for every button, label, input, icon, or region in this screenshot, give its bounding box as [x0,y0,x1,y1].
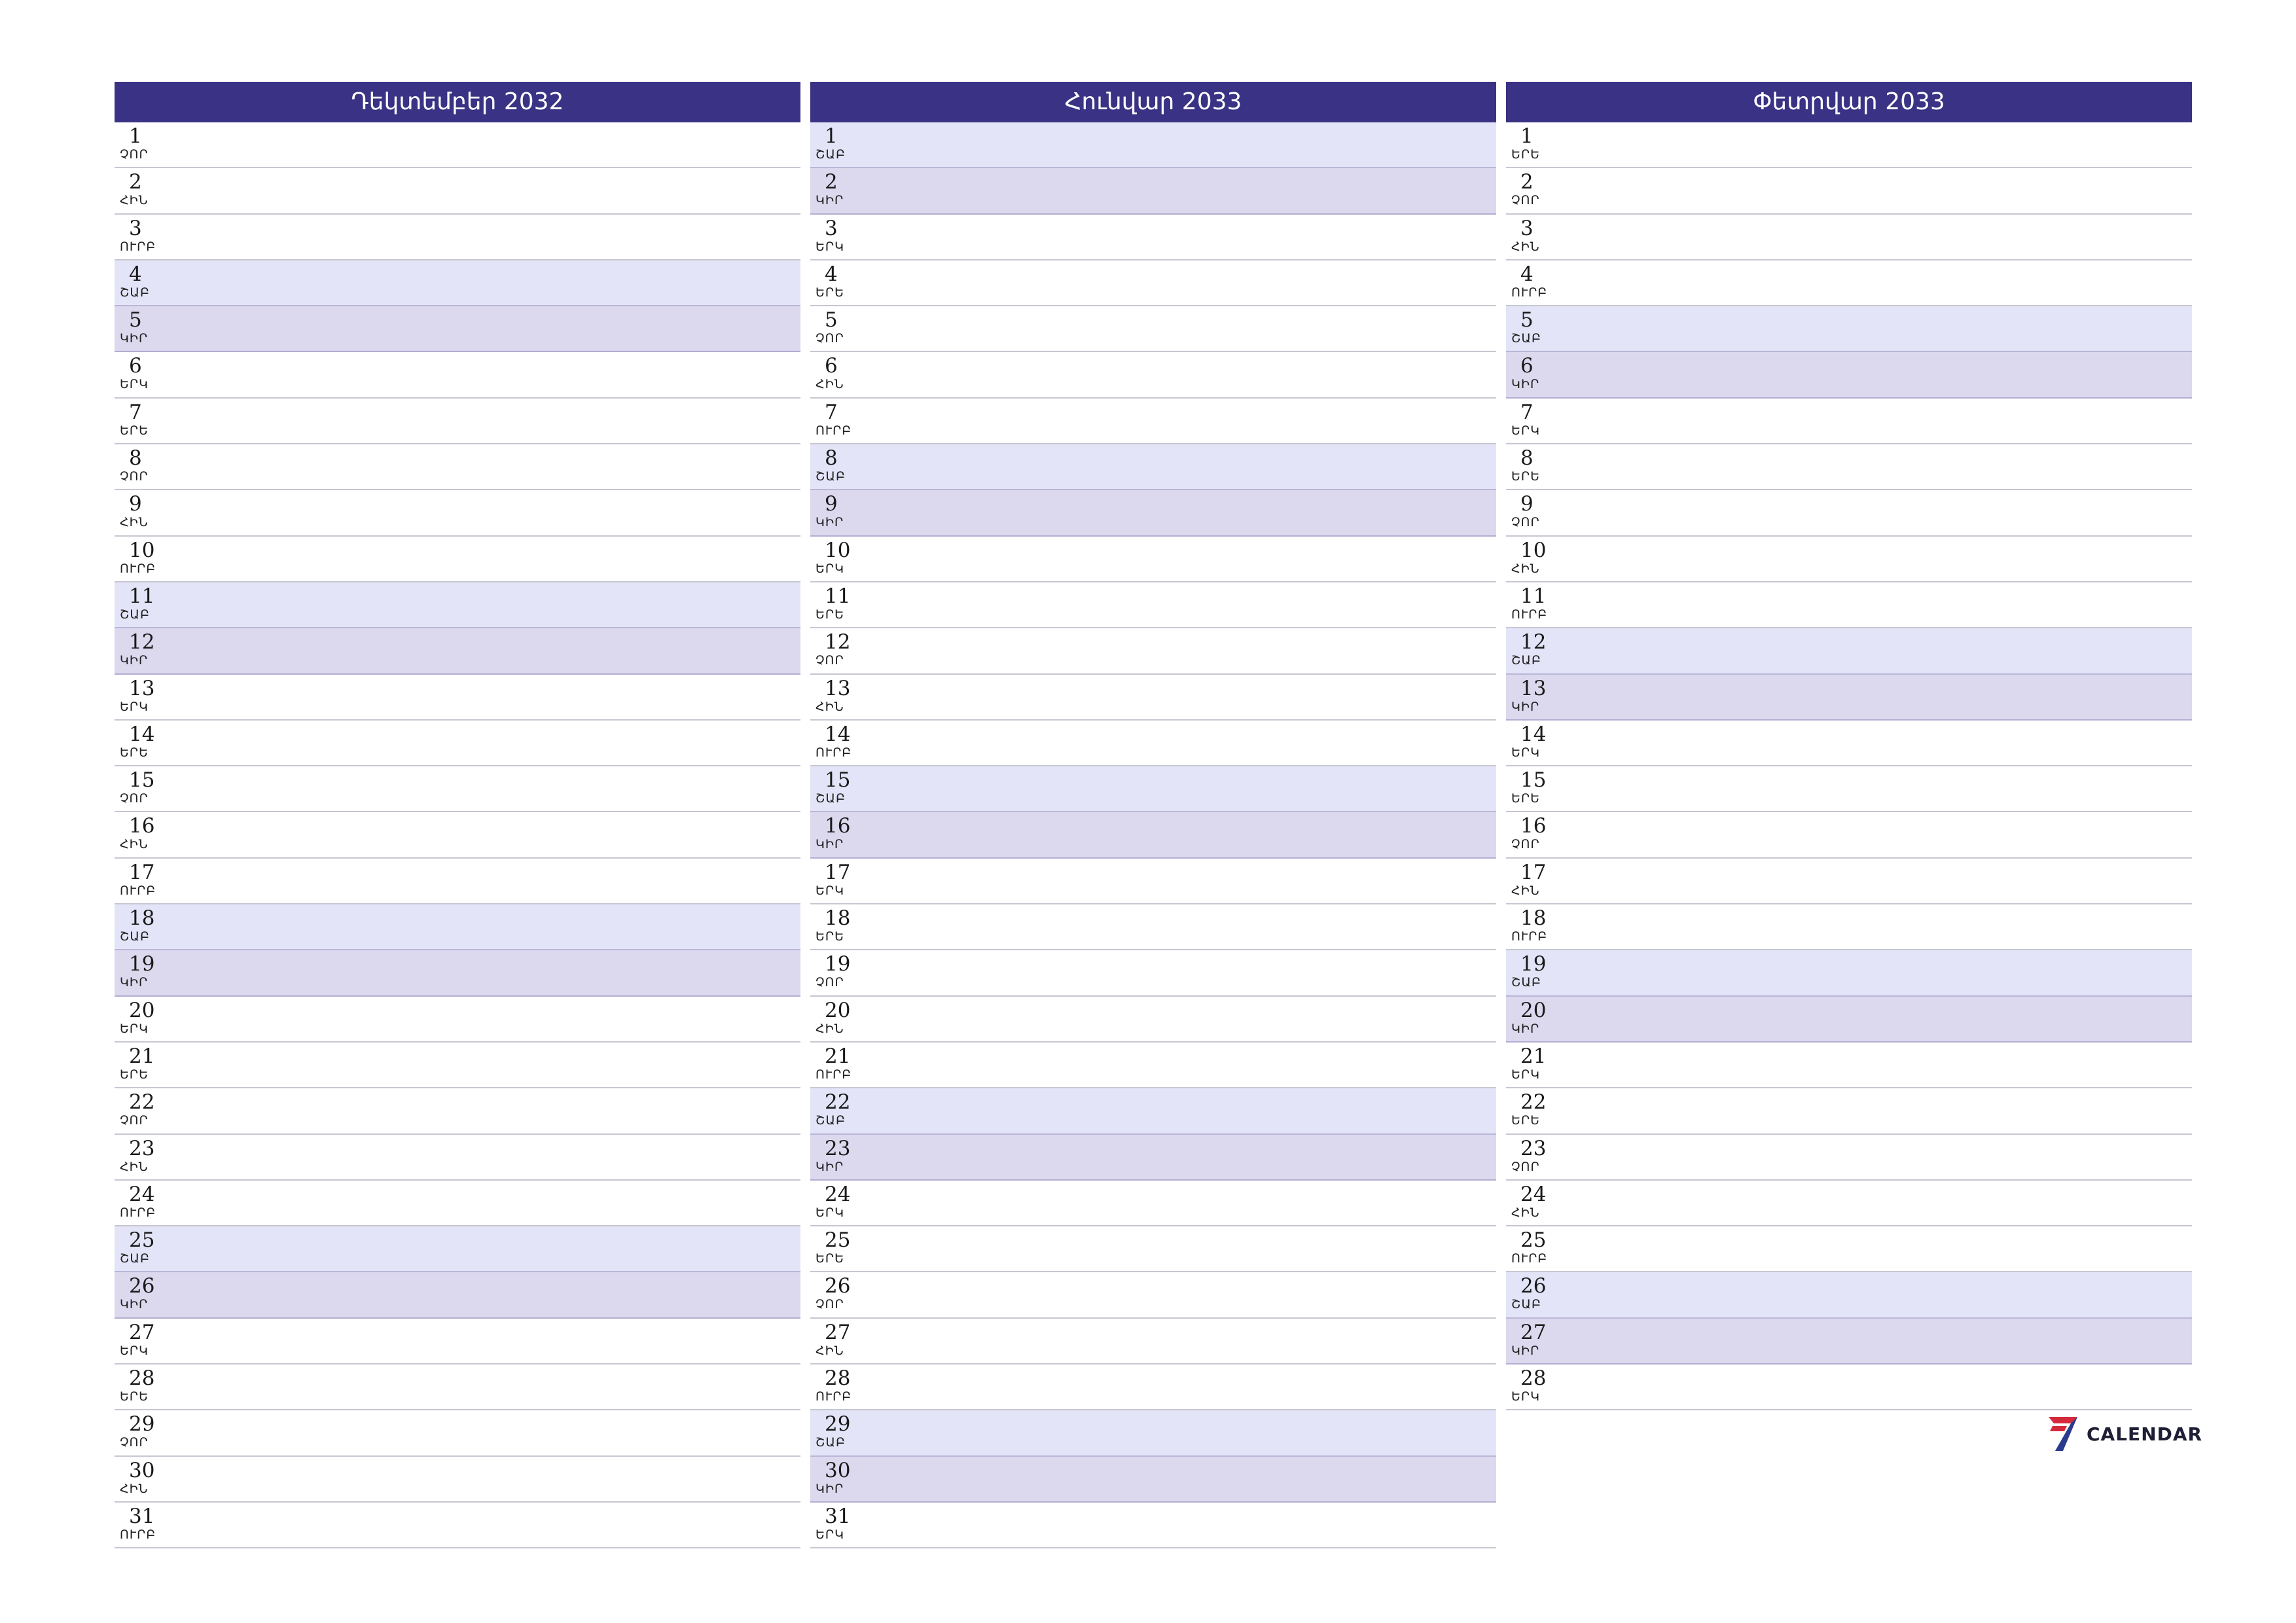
weekday-label: ՇԱԲ [816,1435,846,1450]
weekday-label: ԵՐԿ [120,1021,149,1036]
weekday-label: ԵՐԵ [120,1067,149,1082]
weekday-label: ՉՈՐ [120,1435,149,1450]
day-number: 15 [1520,768,1547,793]
day-row [1506,1043,2192,1088]
day-row [115,122,800,168]
weekday-label: ՇԱԲ [1511,975,1541,990]
day-row [115,306,800,352]
day-row [115,260,800,306]
day-number: 10 [1520,538,1547,562]
day-row [115,950,800,996]
day-row [810,352,1496,398]
day-number: 28 [825,1366,851,1391]
day-row [810,1043,1496,1088]
weekday-label: ԵՐԵ [120,1389,149,1404]
day-number: 20 [1520,998,1547,1022]
day-row [810,766,1496,812]
weekday-label: ՀԻՆ [120,193,149,208]
weekday-label: ԿԻՐ [1511,699,1540,714]
day-number: 10 [825,538,851,562]
day-row [115,399,800,444]
day-row [1506,628,2192,674]
day-number: 26 [825,1274,851,1298]
day-number: 7 [129,400,142,424]
day-row [115,1364,800,1410]
weekday-label: ԵՐԵ [816,1251,844,1266]
weekday-label: ԿԻՐ [1511,1021,1540,1036]
day-row [1506,215,2192,260]
day-number: 9 [129,492,142,516]
weekday-label: ԿԻՐ [816,515,844,530]
weekday-label: ՈՒՐԲ [120,239,156,254]
day-row [115,859,800,904]
day-number: 18 [1520,906,1547,931]
day-number: 12 [825,630,851,654]
day-number: 3 [825,216,838,240]
weekday-label: ՉՈՐ [816,1297,844,1312]
day-number: 25 [1520,1228,1547,1253]
weekday-label: ԵՐԿ [816,883,844,898]
day-number: 27 [825,1320,851,1344]
day-row [810,1226,1496,1272]
day-number: 3 [1520,216,1534,240]
day-row [115,1272,800,1318]
day-number: 2 [129,170,142,194]
day-row [1506,122,2192,168]
weekday-label: ՀԻՆ [816,1021,844,1036]
day-row [810,1272,1496,1318]
day-row [115,1457,800,1503]
logo-text: CALENDAR [2087,1423,2203,1445]
weekday-label: ՈՒՐԲ [816,1389,852,1404]
weekday-label: ՀԻՆ [816,377,844,392]
weekday-label: ՉՈՐ [120,147,149,162]
day-row [810,950,1496,996]
weekday-label: ՉՈՐ [1511,193,1540,208]
weekday-label: ԵՐԵ [1511,147,1540,162]
day-number: 12 [1520,630,1547,654]
brand-logo [2047,1414,2202,1454]
day-row [810,997,1496,1043]
weekday-label: ԵՐԵ [1511,1113,1540,1128]
day-row [810,1503,1496,1548]
day-number: 17 [1520,860,1547,884]
day-row [1506,766,2192,812]
weekday-label: ԵՐԵ [816,285,844,300]
day-number: 21 [129,1044,155,1068]
day-row [1506,1088,2192,1134]
weekday-label: ԵՐԵ [1511,469,1540,484]
day-number: 8 [825,446,838,471]
day-number: 26 [1520,1274,1547,1298]
day-row [810,122,1496,168]
day-row [1506,1135,2192,1181]
day-list [1506,122,2192,1410]
day-number: 13 [825,676,851,700]
weekday-label: ՇԱԲ [120,285,150,300]
day-row [1506,1319,2192,1364]
weekday-label: ՉՈՐ [816,653,844,668]
day-row [1506,859,2192,904]
day-number: 17 [825,860,851,884]
day-row [115,1226,800,1272]
day-number: 21 [825,1044,851,1068]
weekday-label: ՀԻՆ [120,1481,149,1496]
day-row [810,1088,1496,1134]
day-number: 23 [129,1136,155,1160]
day-number: 4 [129,262,142,286]
day-number: 31 [825,1504,851,1528]
day-row [810,582,1496,628]
day-row [1506,675,2192,721]
day-list [115,122,800,1548]
day-row [115,812,800,858]
weekday-label: ՈՒՐԲ [120,561,156,576]
day-number: 18 [129,906,155,931]
day-number: 28 [1520,1366,1547,1391]
weekday-label: ՇԱԲ [120,1251,150,1266]
weekday-label: ՀԻՆ [120,515,149,530]
weekday-label: ՈՒՐԲ [120,1527,156,1542]
day-list [810,122,1496,1548]
day-row [810,444,1496,490]
day-number: 22 [825,1090,851,1115]
day-row [810,1457,1496,1503]
weekday-label: ՇԱԲ [1511,1297,1541,1312]
day-number: 6 [825,354,838,378]
day-row [115,444,800,490]
day-row [115,1410,800,1456]
day-row [1506,490,2192,536]
day-row [810,490,1496,536]
day-number: 8 [1520,446,1534,471]
day-number: 14 [825,722,851,746]
day-row [1506,1181,2192,1226]
day-number: 25 [129,1228,155,1253]
day-number: 7 [1520,400,1534,424]
weekday-label: ԵՐԵ [816,929,844,944]
seven-logo-icon [2047,1414,2080,1454]
weekday-label: ԿԻՐ [816,1481,844,1496]
day-row [115,1043,800,1088]
weekday-label: ԵՐԿ [816,239,844,254]
day-row [1506,260,2192,306]
weekday-label: ՀԻՆ [120,1159,149,1174]
weekday-label: ԿԻՐ [816,1159,844,1174]
day-number: 5 [1520,308,1534,332]
weekday-label: ՉՈՐ [120,469,149,484]
month-december-2032 [115,82,800,1548]
day-number: 17 [129,860,155,884]
day-row [810,859,1496,904]
day-number: 25 [825,1228,851,1253]
day-row [115,721,800,766]
weekday-label: ԿԻՐ [120,331,149,346]
weekday-label: ԵՐԵ [1511,791,1540,806]
day-number: 30 [825,1458,851,1482]
day-row [115,1319,800,1364]
weekday-label: ԿԻՐ [120,653,149,668]
day-number: 11 [129,584,155,608]
day-number: 2 [1520,170,1534,194]
weekday-label: ԿԻՐ [120,975,149,990]
weekday-label: ԿԻՐ [816,837,844,852]
day-row [1506,721,2192,766]
day-row [810,306,1496,352]
day-number: 20 [129,998,155,1022]
day-number: 6 [1520,354,1534,378]
day-row [115,675,800,721]
day-row [1506,904,2192,950]
day-row [115,1088,800,1134]
day-number: 15 [129,768,155,793]
weekday-label: ԵՐԿ [1511,423,1540,438]
weekday-label: ՇԱԲ [120,607,150,622]
day-row [810,537,1496,582]
weekday-label: ՉՈՐ [120,791,149,806]
weekday-label: ԵՐԿ [1511,1067,1540,1082]
weekday-label: ԵՐԿ [1511,1389,1540,1404]
weekday-label: ՇԱԲ [1511,331,1541,346]
weekday-label: ՈՒՐԲ [1511,929,1548,944]
weekday-label: ԵՐԿ [1511,745,1540,760]
day-number: 6 [129,354,142,378]
weekday-label: ՀԻՆ [1511,561,1540,576]
day-row [810,1410,1496,1456]
day-number: 21 [1520,1044,1547,1068]
day-number: 11 [825,584,851,608]
day-row [810,215,1496,260]
day-row [115,1181,800,1226]
weekday-label: ՉՈՐ [1511,515,1540,530]
day-row [810,628,1496,674]
weekday-label: ՇԱԲ [816,1113,846,1128]
day-number: 9 [1520,492,1534,516]
weekday-label: ՈՒՐԲ [816,745,852,760]
weekday-label: ԵՐԿ [120,377,149,392]
day-row [1506,352,2192,398]
weekday-label: ՀԻՆ [816,699,844,714]
weekday-label: ԵՐԵ [816,607,844,622]
weekday-label: ՈՒՐԲ [120,1205,156,1220]
month-january-2033 [810,82,1496,1548]
day-number: 27 [1520,1320,1547,1344]
day-number: 9 [825,492,838,516]
day-row [1506,399,2192,444]
weekday-label: ՀԻՆ [816,1343,844,1358]
day-number: 30 [129,1458,155,1482]
weekday-label: ՉՈՐ [120,1113,149,1128]
weekday-label: ՇԱԲ [816,147,846,162]
day-row [115,997,800,1043]
day-row [115,766,800,812]
weekday-label: ՇԱԲ [1511,653,1541,668]
day-number: 16 [129,814,155,838]
day-number: 11 [1520,584,1547,608]
day-number: 1 [129,124,142,148]
day-number: 31 [129,1504,155,1528]
weekday-label: ԿԻՐ [816,193,844,208]
weekday-label: ԵՐԿ [816,1527,844,1542]
day-row [810,399,1496,444]
day-number: 19 [129,952,155,976]
day-number: 27 [129,1320,155,1344]
day-row [1506,306,2192,352]
day-row [1506,1364,2192,1410]
day-row [115,215,800,260]
weekday-label: ՉՈՐ [1511,1159,1540,1174]
day-row [115,490,800,536]
weekday-label: ԵՐԿ [816,1205,844,1220]
day-number: 19 [1520,952,1547,976]
day-number: 22 [129,1090,155,1115]
day-number: 18 [825,906,851,931]
day-number: 29 [129,1412,155,1436]
weekday-label: ՈՒՐԲ [120,883,156,898]
day-row [1506,168,2192,214]
weekday-label: ՈՒՐԲ [1511,285,1548,300]
day-row [1506,1226,2192,1272]
month-title: Հունվար 2033 [810,82,1496,122]
day-number: 23 [825,1136,851,1160]
weekday-label: ՇԱԲ [816,469,846,484]
weekday-label: ԵՐԵ [120,423,149,438]
day-number: 4 [1520,262,1534,286]
day-number: 16 [1520,814,1547,838]
day-number: 19 [825,952,851,976]
weekday-label: ՈՒՐԲ [816,423,852,438]
day-row [810,812,1496,858]
weekday-label: ՈՒՐԲ [1511,607,1548,622]
day-row [810,904,1496,950]
day-row [115,1503,800,1548]
day-row [1506,997,2192,1043]
weekday-label: ԵՐԿ [120,699,149,714]
day-row [1506,1272,2192,1318]
weekday-label: ՇԱԲ [816,791,846,806]
day-number: 3 [129,216,142,240]
day-number: 2 [825,170,838,194]
weekday-label: ՈՒՐԲ [1511,1251,1548,1266]
day-number: 10 [129,538,155,562]
day-number: 29 [825,1412,851,1436]
day-row [810,675,1496,721]
day-row [115,352,800,398]
weekday-label: ԿԻՐ [1511,377,1540,392]
day-number: 22 [1520,1090,1547,1115]
day-row [115,1135,800,1181]
day-number: 14 [129,722,155,746]
weekday-label: ՀԻՆ [1511,883,1540,898]
weekday-label: ԵՐԵ [120,745,149,760]
day-number: 8 [129,446,142,471]
day-row [1506,950,2192,996]
day-row [115,628,800,674]
day-row [1506,812,2192,858]
day-row [1506,537,2192,582]
weekday-label: ՀԻՆ [120,837,149,852]
day-row [810,168,1496,214]
weekday-label: ՉՈՐ [816,975,844,990]
weekday-label: ՀԻՆ [1511,1205,1540,1220]
day-number: 5 [129,308,142,332]
day-number: 5 [825,308,838,332]
weekday-label: ԵՐԿ [816,561,844,576]
day-number: 26 [129,1274,155,1298]
day-row [810,1135,1496,1181]
weekday-label: ԿԻՐ [1511,1343,1540,1358]
day-row [810,260,1496,306]
day-row [115,537,800,582]
day-row [810,721,1496,766]
day-number: 12 [129,630,155,654]
day-number: 14 [1520,722,1547,746]
day-row [115,904,800,950]
weekday-label: ԵՐԿ [120,1343,149,1358]
weekday-label: ՉՈՐ [816,331,844,346]
day-number: 13 [1520,676,1547,700]
day-number: 13 [129,676,155,700]
day-row [810,1364,1496,1410]
weekday-label: ԿԻՐ [120,1297,149,1312]
day-number: 16 [825,814,851,838]
day-row [810,1181,1496,1226]
weekday-label: ՀԻՆ [1511,239,1540,254]
day-row [115,168,800,214]
month-title: Դեկտեմբեր 2032 [115,82,800,122]
day-number: 15 [825,768,851,793]
day-number: 1 [1520,124,1534,148]
day-number: 28 [129,1366,155,1391]
day-row [1506,582,2192,628]
day-number: 24 [825,1182,851,1206]
day-number: 23 [1520,1136,1547,1160]
weekday-label: ՉՈՐ [1511,837,1540,852]
day-number: 4 [825,262,838,286]
day-number: 24 [1520,1182,1547,1206]
day-number: 1 [825,124,838,148]
weekday-label: ՇԱԲ [120,929,150,944]
month-february-2033 [1506,82,2192,1410]
day-row [1506,444,2192,490]
day-row [115,582,800,628]
month-title: Փետրվար 2033 [1506,82,2192,122]
day-number: 24 [129,1182,155,1206]
day-row [810,1319,1496,1364]
day-number: 7 [825,400,838,424]
day-number: 20 [825,998,851,1022]
weekday-label: ՈՒՐԲ [816,1067,852,1082]
